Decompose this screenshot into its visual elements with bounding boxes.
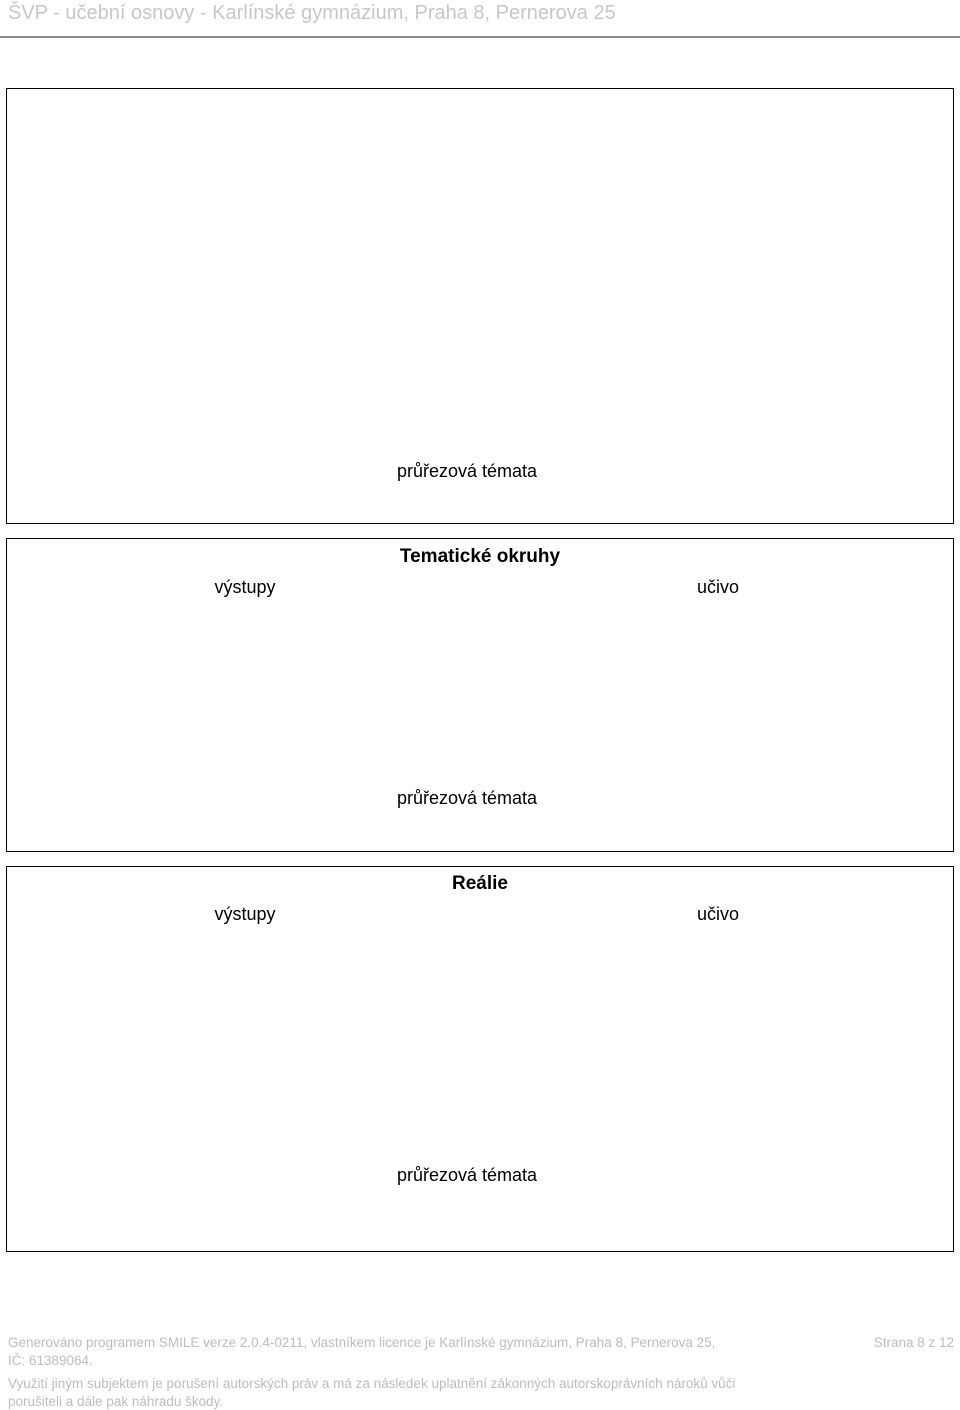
generator-note: Generováno programem SMILE verze 2.0.4-0211, vlastníkem licence je Karlínské gymnázium, Praha 8, Pernerova 25, (8, 1335, 716, 1350)
header-divider (0, 36, 960, 38)
outcomes-heading: výstupy (214, 904, 276, 924)
curriculum-heading: učivo (696, 904, 740, 924)
section-title: Reálie (452, 873, 508, 894)
copyright-notice: Využití jiným subjektem je porušení autorských práv a má za následek uplatnění zákonných autorskoprávních nároků vůči (8, 1376, 736, 1391)
copyright-notice-continued: porušiteli a dále pak náhradu škody. (8, 1394, 224, 1409)
section-title: Tematické okruhy (399, 546, 561, 567)
crosscutting-topics-label: průřezová témata (397, 788, 538, 808)
page-title: ŠVP - učební osnovy - Karlínské gymnázium, Praha 8, Pernerova 25 (8, 2, 616, 24)
curriculum-heading: učivo (696, 577, 740, 597)
section-thematic-areas (6, 538, 954, 852)
section-realia (6, 866, 954, 1252)
section-continuation (6, 88, 954, 524)
crosscutting-topics-label: průřezová témata (397, 1165, 538, 1185)
page-number: Strana 8 z 12 (873, 1335, 954, 1350)
company-id: IČ: 61389064. (8, 1353, 93, 1368)
outcomes-heading: výstupy (214, 577, 276, 597)
crosscutting-topics-label: průřezová témata (397, 461, 538, 481)
